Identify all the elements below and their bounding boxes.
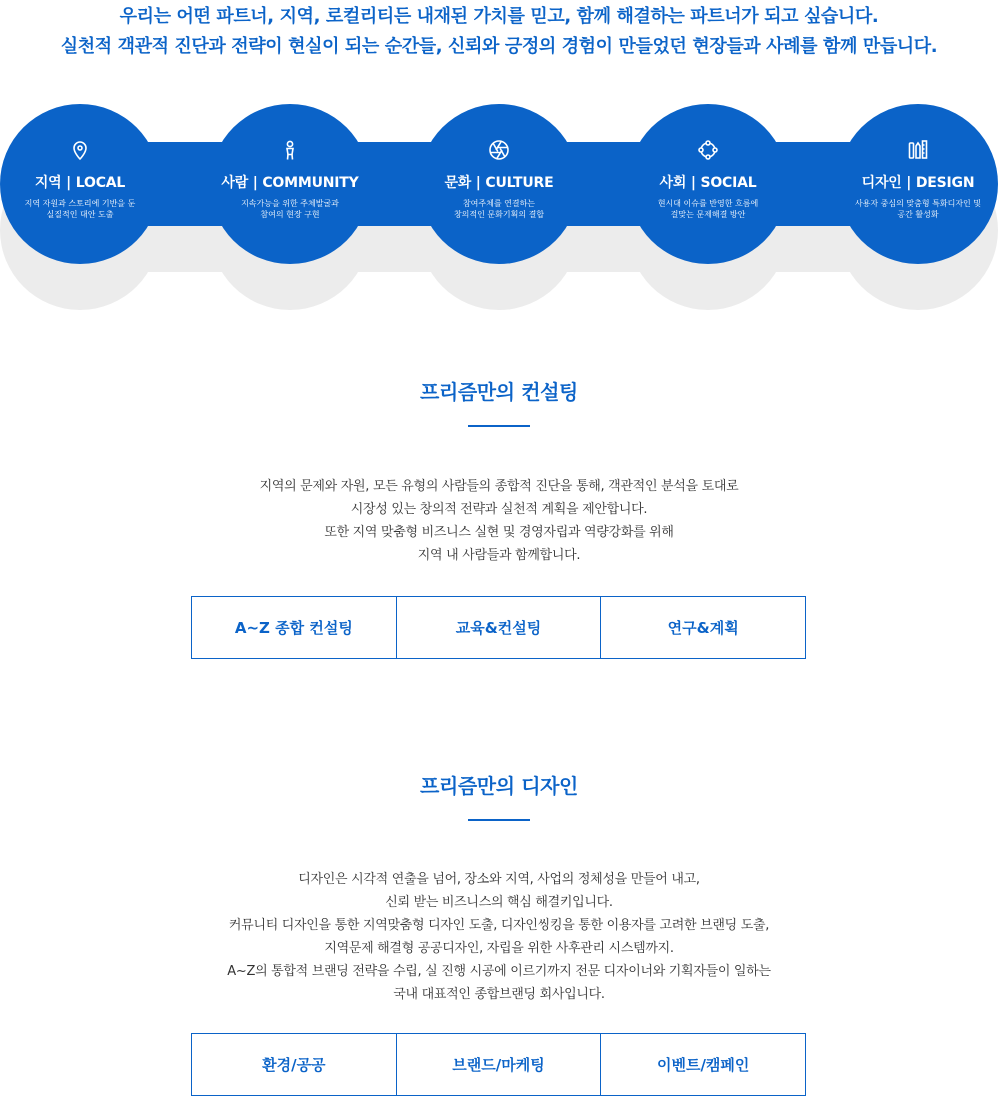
network-icon — [696, 138, 720, 162]
design-line: 지역문제 해결형 공공디자인, 자립을 위한 사후관리 시스템까지. — [324, 941, 674, 956]
pillar-desc — [409, 198, 589, 220]
pillar-title: 사회 | SOCIAL — [659, 175, 757, 191]
design-line: 신뢰 받는 비즈니스의 핵심 해결키입니다. — [385, 895, 613, 910]
pillar-culture — [399, 100, 599, 320]
pillar-desc — [200, 198, 380, 220]
aperture-icon — [487, 138, 511, 162]
pillar-desc-line: 공간 활성화 — [897, 210, 939, 219]
pillar-title: 사람 | COMMUNITY — [221, 175, 359, 191]
consulting-description — [0, 475, 998, 567]
map-pin-icon — [68, 138, 92, 162]
tab-research-planning[interactable]: 연구&계획 — [667, 619, 739, 637]
tab-environment-public[interactable]: 환경/공공 — [192, 1034, 397, 1095]
design-title: 프리즘만의 디자인 — [420, 774, 578, 798]
intro-text — [0, 2, 998, 62]
tab-event-campaign[interactable]: 이벤트/캠페인 — [656, 1056, 750, 1074]
pillar-desc-line: 창의적인 문화기획의 결합 — [453, 210, 545, 219]
pillar-desc-line: 지역 자원과 스토리에 기반을 둔 — [24, 199, 136, 208]
pillar-desc-line: 사용자 중심의 맞춤형 특화디자인 및 — [854, 199, 982, 208]
tab-education-consulting[interactable]: 교육&컨설팅 — [397, 597, 602, 658]
intro-line-1: 우리는 어떤 파트너, 지역, 로컬리티든 내재된 가치를 믿고, 함께 해결하는 파트너가 되고 싶습니다. — [119, 6, 879, 27]
pillars-wave — [0, 100, 998, 320]
pillar-title: 문화 | CULTURE — [444, 175, 554, 191]
pillar-desc-line: 걸맞는 문제해결 방안 — [670, 210, 746, 219]
consulting-line: 지역의 문제와 자원, 모든 유형의 사람들의 종합적 진단을 통해, 객관적인 분석을 토대로 — [259, 479, 739, 494]
pillar-desc-line: 실질적인 대안 도출 — [46, 210, 114, 219]
design-title-underline — [468, 819, 530, 821]
consulting-tabs — [191, 596, 806, 659]
pillar-desc-line: 참여의 현장 구현 — [260, 210, 320, 219]
pillar-desc — [618, 198, 798, 220]
tab-brand-marketing[interactable]: 브랜드/마케팅 — [397, 1034, 602, 1095]
design-line: 커뮤니티 디자인을 통한 지역맞춤형 디자인 도출, 디자인씽킹을 통한 이용자를 고려한 브랜딩 도출, — [228, 918, 770, 933]
pillar-desc-line: 현시대 이슈를 반영한 흐름에 — [657, 199, 759, 208]
pillar-desc-line: 참여주체를 연결하는 — [462, 199, 536, 208]
design-tabs — [191, 1033, 806, 1096]
design-line: 디자인은 시각적 연출을 넘어, 장소와 지역, 사업의 정체성을 만들어 내고, — [298, 872, 700, 887]
consulting-title: 프리즘만의 컨설팅 — [420, 380, 578, 404]
pillar-social — [608, 100, 808, 320]
pillar-desc-line: 지속가능을 위한 주체발굴과 — [241, 199, 339, 208]
design-line: A~Z의 통합적 브랜딩 전략을 수립, 실 진행 시공에 이르기까지 전문 디자이너와 기획자들이 일하는 — [227, 964, 771, 979]
pillar-design — [818, 100, 998, 320]
design-line: 국내 대표적인 종합브랜딩 회사입니다. — [393, 987, 605, 1002]
intro-line-2: 실천적 객관적 진단과 전략이 현실이 되는 순간들, 신뢰와 긍정의 경험이 만들었던 현장들과 사례를 함께 만듭니다. — [60, 36, 938, 57]
pillar-local — [0, 100, 180, 320]
consulting-line: 지역 내 사람들과 함께합니다. — [417, 548, 581, 563]
tab-az-consulting[interactable]: A~Z 종합 컨설팅 — [192, 597, 397, 658]
consulting-title-underline — [468, 425, 530, 427]
pillar-community — [190, 100, 390, 320]
consulting-line: 또한 지역 맞춤형 비즈니스 실현 및 경영자립과 역량강화를 위해 — [324, 525, 674, 540]
consulting-line: 시장성 있는 창의적 전략과 실천적 계획을 제안합니다. — [350, 502, 648, 517]
pillar-desc — [828, 198, 998, 220]
person-icon — [278, 138, 302, 162]
design-tools-icon — [906, 138, 930, 162]
design-description — [0, 868, 998, 1006]
pillar-title: 디자인 | DESIGN — [861, 175, 975, 191]
pillar-desc — [0, 198, 170, 220]
pillar-title: 지역 | LOCAL — [34, 175, 126, 191]
